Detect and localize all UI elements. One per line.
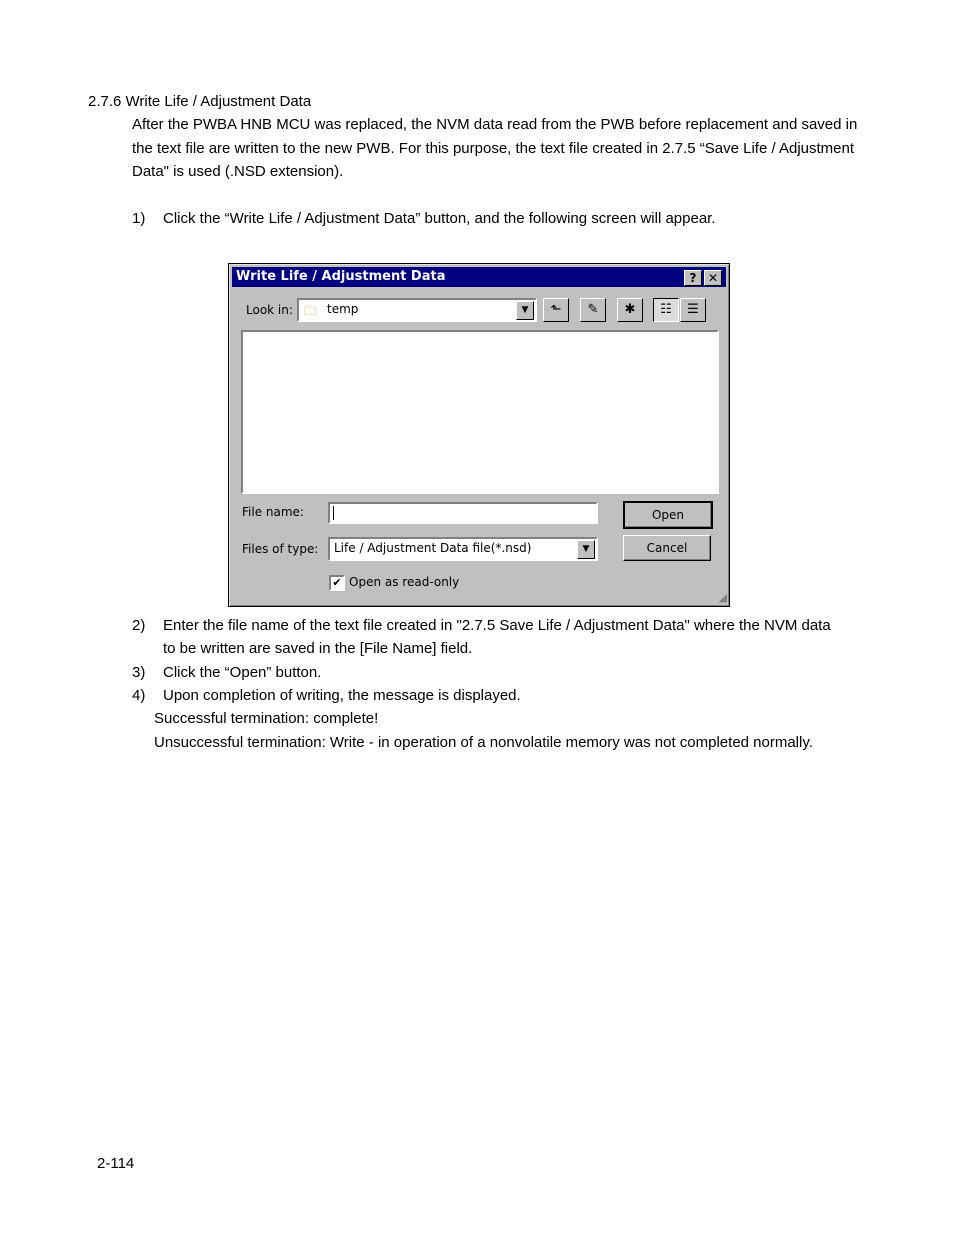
step-2-number: 2) bbox=[132, 617, 146, 634]
help-button[interactable]: ? bbox=[684, 270, 702, 286]
step-3-number: 3) bbox=[132, 664, 146, 681]
look-in-dropdown-icon[interactable]: ▼ bbox=[516, 301, 534, 320]
read-only-checkbox[interactable] bbox=[329, 575, 345, 591]
list-view-icon[interactable]: ☷ bbox=[653, 298, 679, 322]
up-folder-icon[interactable]: ⬑ bbox=[543, 298, 569, 322]
desktop-icon[interactable]: ✎ bbox=[580, 298, 606, 322]
checkmark-icon: ✔ bbox=[332, 576, 342, 589]
read-only-label: Open as read-only bbox=[349, 575, 460, 589]
intro-paragraph: After the PWBA HNB MCU was replaced, the NVM data read from the PWB before replacement and saved in the text file are written to the new PWB. For this purpose, the text file created in 2.7.5 “Save Life / Adjustment Data" is used (.NSD extension). bbox=[132, 116, 858, 180]
details-view-icon[interactable]: ☰ bbox=[680, 298, 706, 322]
files-of-type-dropdown-icon[interactable]: ▼ bbox=[577, 540, 595, 559]
files-of-type-value: Life / Adjustment Data file(*.nsd) bbox=[334, 541, 532, 555]
step-1-number: 1) bbox=[132, 210, 146, 227]
step-4-text: Upon completion of writing, the message is displayed. bbox=[163, 687, 521, 704]
file-name-label: File name: bbox=[242, 505, 304, 519]
step-1-text: Click the “Write Life / Adjustment Data” button, and the following screen will appear. bbox=[163, 210, 716, 227]
success-result: Successful termination: complete! bbox=[154, 710, 379, 727]
new-folder-icon[interactable]: ✱ bbox=[617, 298, 643, 322]
file-name-input[interactable] bbox=[328, 502, 598, 524]
look-in-label: Look in: bbox=[246, 303, 293, 317]
files-of-type-label: Files of type: bbox=[242, 542, 319, 556]
dialog-titlebar bbox=[232, 267, 726, 287]
step-3-text: Click the “Open” button. bbox=[163, 664, 322, 681]
write-life-dialog bbox=[228, 263, 730, 607]
dialog-title: Write Life / Adjustment Data bbox=[236, 269, 446, 284]
look-in-combo[interactable] bbox=[297, 298, 537, 322]
resize-grip-icon[interactable]: ◢ bbox=[718, 591, 727, 604]
close-button[interactable]: ✕ bbox=[704, 270, 722, 286]
section-heading: 2.7.6 Write Life / Adjustment Data bbox=[88, 93, 312, 110]
folder-icon: 🗀 bbox=[304, 304, 317, 318]
open-button[interactable]: Open bbox=[623, 501, 713, 529]
failure-result: Unsuccessful termination: Write - in operation of a nonvolatile memory was not completed normally. bbox=[154, 734, 813, 751]
step-4-number: 4) bbox=[132, 687, 146, 704]
look-in-value: temp bbox=[327, 302, 359, 316]
file-list[interactable] bbox=[241, 330, 719, 494]
cancel-button[interactable]: Cancel bbox=[623, 535, 711, 561]
text-cursor bbox=[333, 506, 334, 520]
step-2-text: Enter the file name of the text file created in "2.7.5 Save Life / Adjustment Data" where the NVM data bbox=[163, 617, 831, 634]
step-2-text-cont: to be written are saved in the [File Name] field. bbox=[163, 640, 473, 657]
files-of-type-select[interactable] bbox=[328, 537, 598, 561]
page-number: 2-114 bbox=[97, 1155, 135, 1172]
